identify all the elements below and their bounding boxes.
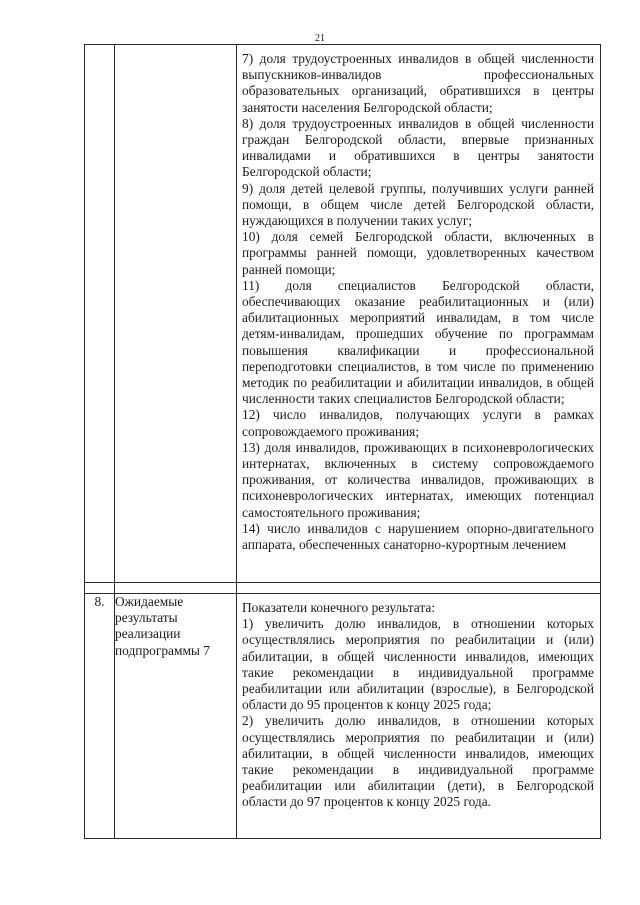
- page-number: 21: [315, 33, 325, 44]
- indicator-item-7: 7) доля трудоустроенных инвалидов в общей численности выпускников-инвалидов профессиональных образовательных организаций, обратившихся в центры занятости населения Белгородской области;: [242, 51, 594, 115]
- gap-cell-content: [237, 583, 601, 594]
- result-item-1: 1) увеличить долю инвалидов, в отношении которых осуществлялись мероприятия по реабилитации и (или) абилитации, в общей численности инвалидов, имеющих такие рекомендации в индивидуальной программе реабилитации или абилитации (взрослые), в Белгородской области до 95 процентов к концу 2025 года;: [242, 616, 594, 713]
- table-row-gap: [85, 583, 601, 594]
- row-content-cell: [237, 594, 601, 839]
- subprogram-passport-table: [84, 44, 601, 839]
- indicator-item-14: 14) число инвалидов с нарушением опорно-двигательного аппарата, обеспеченных санаторно-курортным лечением: [242, 520, 594, 553]
- row-number-cell: [85, 45, 115, 583]
- gap-cell-number: [85, 583, 115, 594]
- row-content-cell: [237, 45, 601, 583]
- indicator-item-10: 10) доля семей Белгородской области, включенных в программы ранней помощи, удовлетворенных качеством ранней помощи;: [242, 229, 594, 277]
- gap-cell-name: [115, 583, 237, 594]
- indicator-item-11: 11) доля специалистов Белгородской области, обеспечивающих оказание реабилитационных и (или) абилитационных мероприятий инвалидам, в том числе детям-инвалидам, прошедших обучение по программам повышения квалификации и профессиональной переподготовки специалистов, в том числе по применению методик по реабилитации и абилитации инвалидов, в общей численности таких специалистов Белгородской области;: [242, 277, 594, 407]
- table-row-continued: [85, 45, 601, 583]
- results-heading: Показатели конечного результата:: [242, 600, 436, 615]
- result-item-2: 2) увеличить долю инвалидов, в отношении которых осуществлялись мероприятия по реабилитации и (или) абилитации, в общей численности инвалидов, имеющих такие рекомендации в индивидуальной программе реабилитации или абилитации (дети), в Белгородской области до 97 процентов к концу 2025 года.: [242, 713, 594, 810]
- row-number: 8.: [85, 594, 115, 839]
- row-name: Ожидаемые результаты реализации подпрограммы 7: [115, 594, 237, 839]
- indicator-item-8: 8) доля трудоустроенных инвалидов в общей численности граждан Белгородской области, впервые признанных инвалидами и обратившихся в центры занятости Белгородской области;: [242, 115, 594, 180]
- row-name-cell: [115, 45, 237, 583]
- indicator-item-12: 12) число инвалидов, получающих услуги в рамках сопровождаемого проживания;: [242, 407, 594, 439]
- indicator-item-9: 9) доля детей целевой группы, получивших услуги ранней помощи, в общем числе детей Белгородской области, нуждающихся в получении таких услуг;: [242, 180, 594, 229]
- table-row-8: [85, 594, 601, 839]
- indicator-item-13: 13) доля инвалидов, проживающих в психоневрологических интернатах, включенных в систему сопровождаемого проживания, от количества инвалидов, проживающих в психоневрологических интернатах, имеющих потенциал самостоятельного проживания;: [242, 439, 594, 520]
